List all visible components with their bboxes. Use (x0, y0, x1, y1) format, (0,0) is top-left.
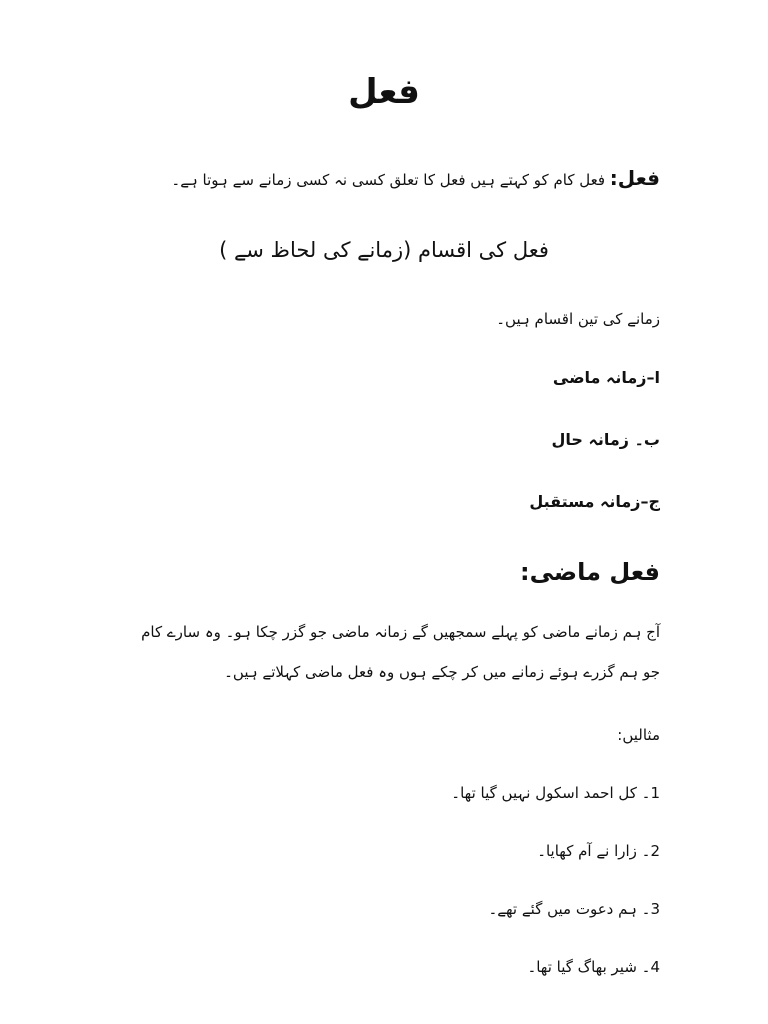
example-item-1: 1۔ کل احمد اسکول نہیں گیا تھا۔ (451, 784, 660, 802)
example-item-2: 2۔ زارا نے آم کھایا۔ (537, 842, 660, 860)
tenses-intro: زمانے کی تین اقسام ہیں۔ (496, 310, 660, 328)
page-title: فعل (348, 72, 420, 112)
past-tense-description: آج ہم زمانے ماضی کو پہلے سمجھیں گے زمانہ ماضی جو گزر چکا ہو۔ وہ سارے کام جو ہم گزرے ہوئے زمانے میں کر چکے ہوں وہ فعل ماضی کہلاتے ہیں۔ (141, 623, 660, 681)
tense-item-future: ج–زمانہ مستقبل (529, 492, 660, 511)
types-heading: فعل کی اقسام (زمانے کی لحاظ سے ) (219, 238, 549, 262)
examples-heading: مثالیں: (617, 726, 660, 744)
past-tense-heading: فعل ماضی: (520, 558, 660, 586)
definition-text: فعل کام کو کہتے ہیں فعل کا تعلق کسی نہ کسی زمانے سے ہوتا ہے۔ (171, 171, 610, 189)
example-item-3: 3۔ ہم دعوت میں گئے تھے۔ (488, 900, 660, 918)
tense-item-present: ب۔ زمانہ حال (551, 430, 660, 449)
example-item-4: 4۔ شیر بھاگ گیا تھا۔ (527, 958, 660, 976)
tense-item-past: ا–زمانہ ماضی (552, 368, 660, 387)
definition-line (171, 166, 660, 190)
definition-term: فعل: (609, 166, 660, 190)
